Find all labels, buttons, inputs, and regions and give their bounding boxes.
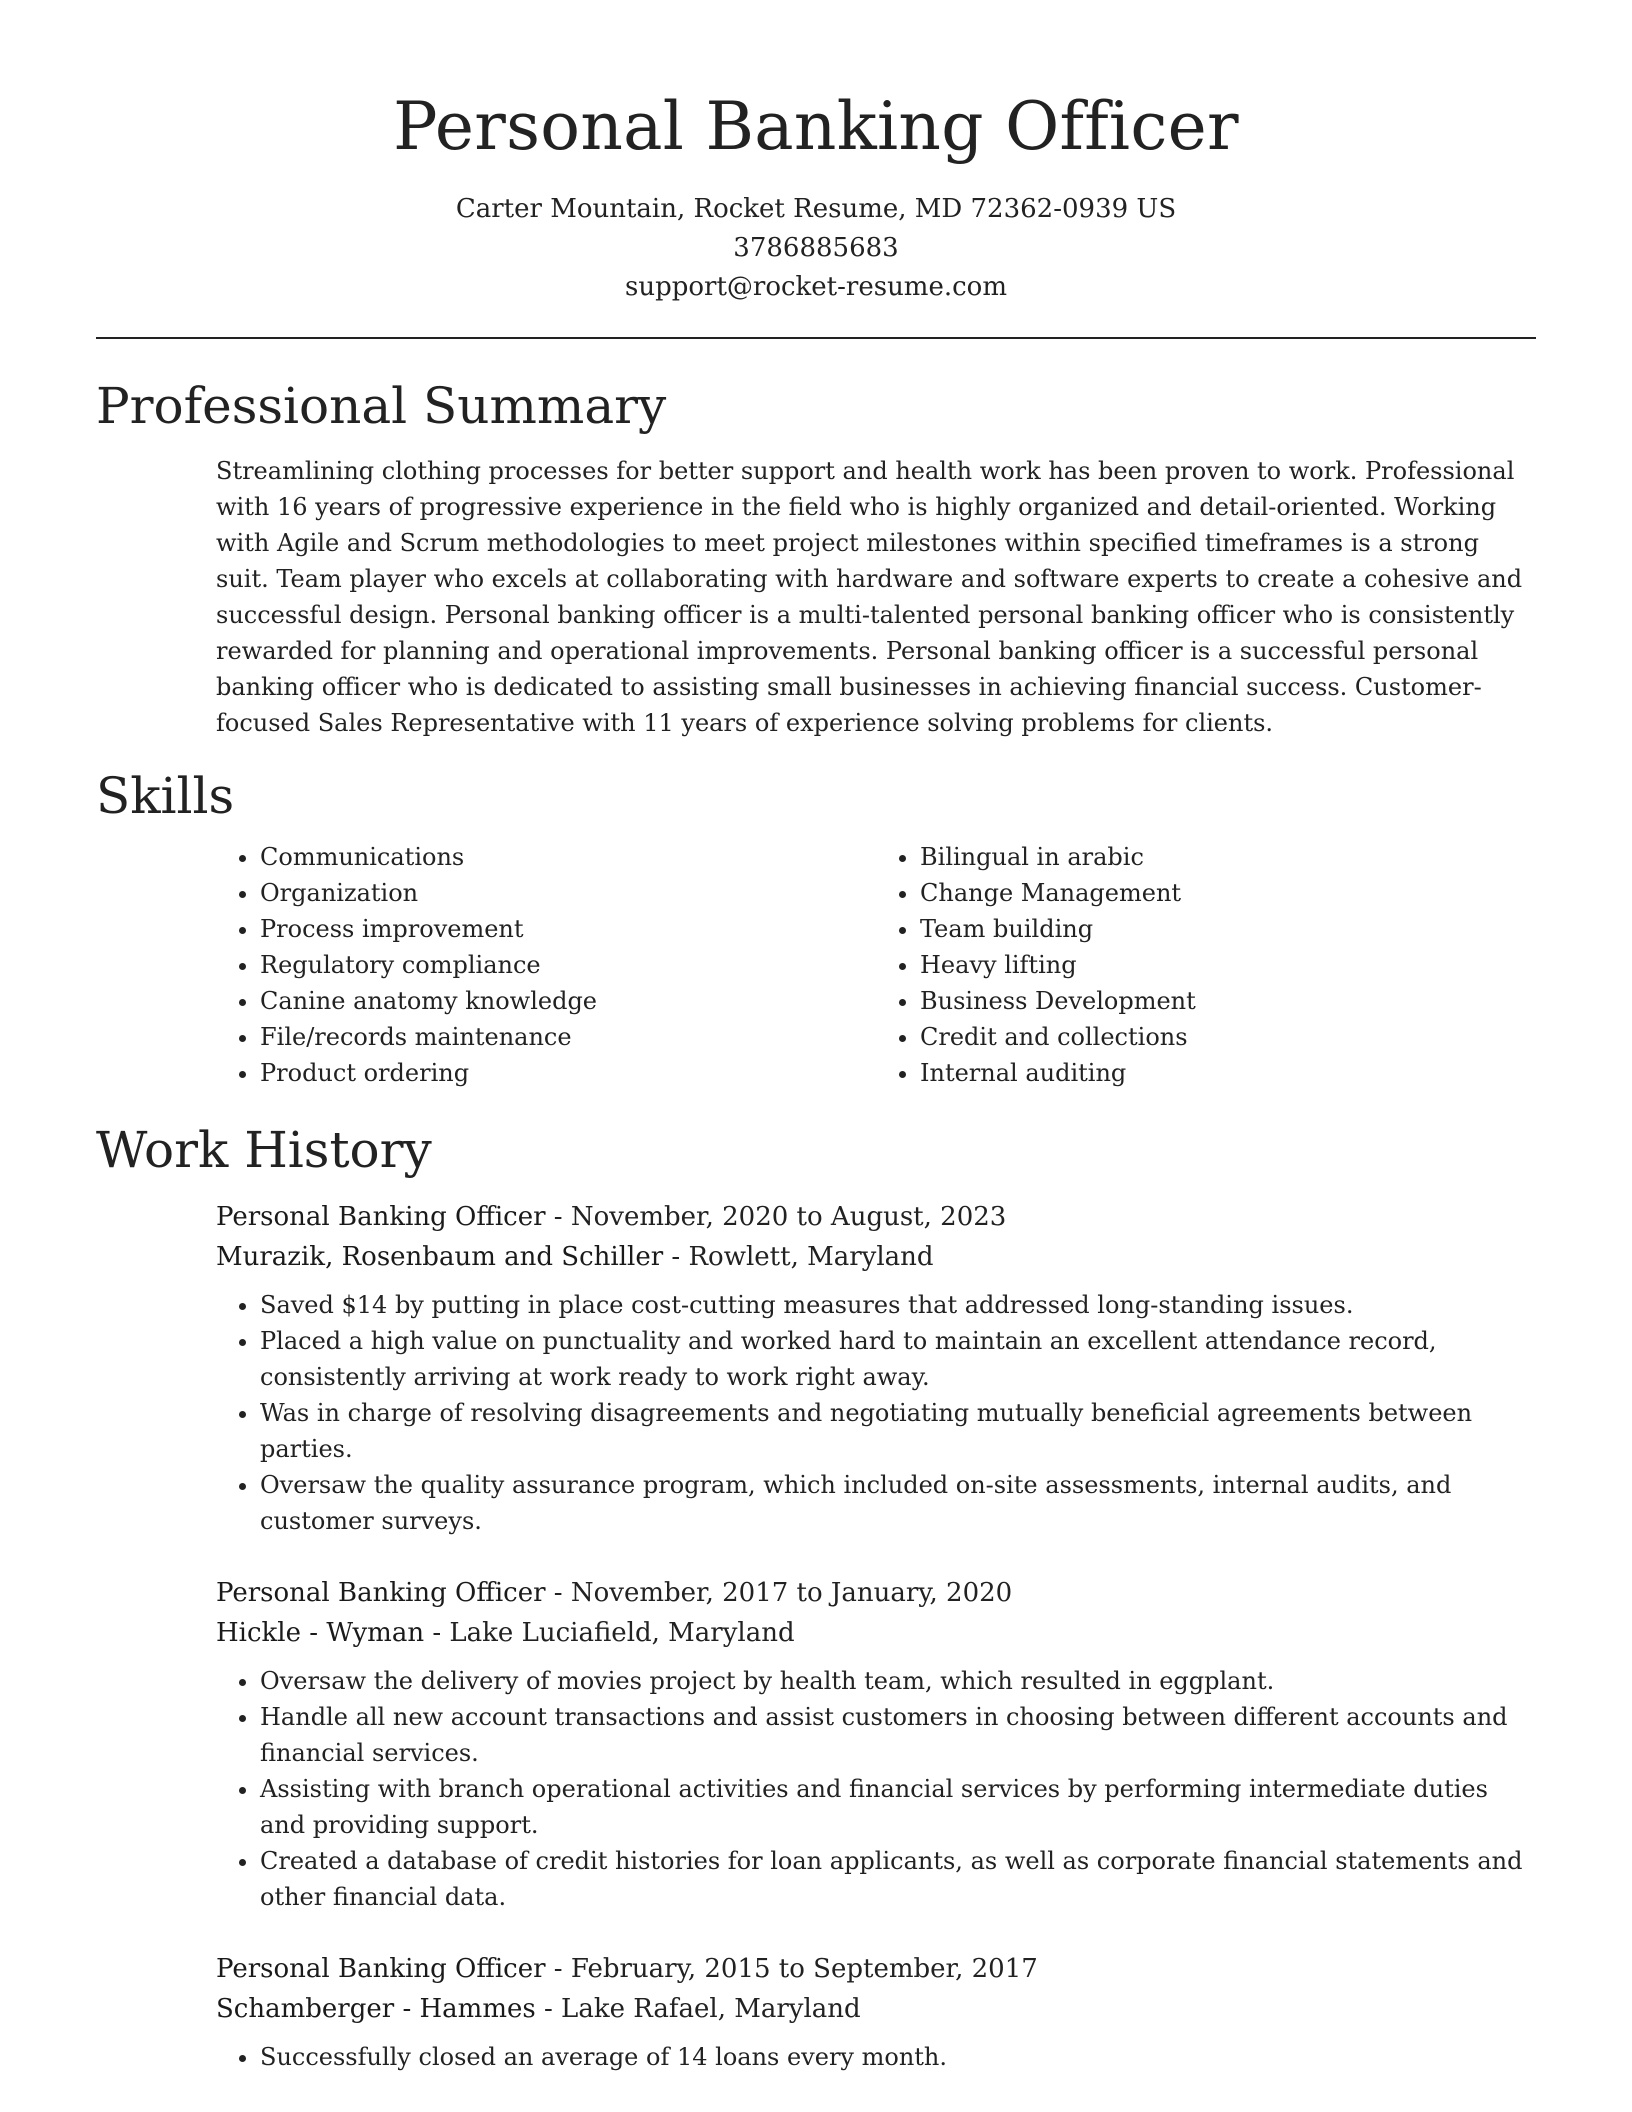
job-bullet: • Created a database of credit histories for loan applicants, as well as corporate financial statements and other financial data. (260, 1843, 1536, 1915)
skill-item: • Team building (920, 911, 1536, 947)
skill-item: • Internal auditing (920, 1055, 1536, 1091)
skill-item: • Change Management (920, 875, 1536, 911)
skill-item: • Communications (260, 839, 876, 875)
job-location: Lake Luciafield, Maryland (449, 1618, 795, 1648)
job-bullet: • Successfully closed an average of 14 loans every month. (260, 2039, 1536, 2075)
job-separator: - (553, 1202, 571, 1232)
job-title-line (216, 1949, 1536, 1989)
skills-list-left (216, 839, 876, 1091)
job-bullet: • Handle all new account transactions and assist customers in choosing between different accounts and financial services. (260, 1699, 1536, 1771)
skill-item: • Regulatory compliance (260, 947, 876, 983)
job-bullet: • Assisting with branch operational activities and financial services by performing intermediate duties and providing support. (260, 1771, 1536, 1843)
work-history-heading: Work History (96, 1121, 432, 1179)
job-dates: February, 2015 to September, 2017 (570, 1954, 1038, 1984)
summary-section (96, 373, 1536, 741)
resume-name: Personal Banking Officer (393, 88, 1239, 165)
job-role: Personal Banking Officer (216, 1578, 546, 1608)
job-title-line (216, 1197, 1536, 1237)
job-bullet: • Saved $14 by putting in place cost-cutting measures that addressed long-standing issues. (260, 1287, 1536, 1323)
job-role: Personal Banking Officer (216, 1954, 546, 1984)
job-company-line (216, 1989, 1536, 2029)
job-bullet-list (216, 1287, 1536, 1539)
skills-heading: Skills (96, 767, 235, 825)
skill-item: • Business Development (920, 983, 1536, 1019)
contact-address: Carter Mountain, Rocket Resume, MD 72362-0939 US (455, 194, 1177, 224)
skill-item: • Bilingual in arabic (920, 839, 1536, 875)
skill-item: • Process improvement (260, 911, 876, 947)
skill-item: • Credit and collections (920, 1019, 1536, 1055)
job-separator: - (543, 1994, 562, 2024)
header-divider (96, 337, 1536, 339)
job-company-line (216, 1613, 1536, 1653)
resume-page (96, 0, 1536, 2112)
skill-item: • Product ordering (260, 1055, 876, 1091)
job-title-line (216, 1573, 1536, 1613)
skill-item: • File/records maintenance (260, 1019, 876, 1055)
job-entry (216, 1197, 1536, 1539)
contact-phone: 3786885683 (733, 233, 899, 263)
job-company-line (216, 1237, 1536, 1277)
work-history-section (96, 1117, 1536, 2075)
job-separator: - (553, 1954, 571, 1984)
skills-section (96, 763, 1536, 1091)
job-dates: November, 2020 to August, 2023 (570, 1202, 1007, 1232)
job-entry (216, 1949, 1536, 2075)
job-separator: - (432, 1618, 450, 1648)
job-company: Schamberger - Hammes (216, 1994, 536, 2024)
job-role: Personal Banking Officer (216, 1202, 546, 1232)
job-separator: - (553, 1578, 571, 1608)
job-bullet-list (216, 2039, 1536, 2075)
job-entry (216, 1573, 1536, 1915)
skills-list-right (876, 839, 1536, 1091)
job-separator: - (671, 1242, 689, 1272)
contact-email: support@rocket-resume.com (624, 272, 1007, 302)
job-bullet: • Placed a high value on punctuality and worked hard to maintain an excellent attendance record, consistently arriving at work ready to work right away. (260, 1323, 1536, 1395)
job-company: Murazik, Rosenbaum and Schiller (216, 1242, 664, 1272)
summary-heading: Professional Summary (96, 377, 667, 435)
contact-info (96, 190, 1536, 307)
skills-grid (216, 839, 1536, 1091)
skill-item: • Organization (260, 875, 876, 911)
job-bullet: • Was in charge of resolving disagreements and negotiating mutually beneficial agreements between parties. (260, 1395, 1536, 1467)
job-bullet: • Oversaw the quality assurance program, which included on-site assessments, internal audits, and customer surveys. (260, 1467, 1536, 1539)
job-location: Rowlett, Maryland (688, 1242, 934, 1272)
job-location: Lake Rafael, Maryland (561, 1994, 861, 2024)
job-bullet: • Oversaw the delivery of movies project by health team, which resulted in eggplant. (260, 1663, 1536, 1699)
skill-item: • Heavy lifting (920, 947, 1536, 983)
skill-item: • Canine anatomy knowledge (260, 983, 876, 1019)
summary-text: Streamlining clothing processes for better support and health work has been proven to work. Professional with 16 years of progressive experience in the field who is highly organized and detail-oriented. Working with Agile and Scrum methodologies to meet project milestones within specified timeframes is a strong suit. Team player who excels at collaborating with hardware and software experts to create a cohesive and successful design. Personal banking officer is a multi-talented personal banking officer who is consistently rewarded for planning and operational improvements. Personal banking officer is a successful personal banking officer who is dedicated to assisting small businesses in achieving financial success. Customer-focused Sales Representative with 11 years of experience solving problems for clients. (216, 457, 1523, 737)
job-dates: November, 2017 to January, 2020 (570, 1578, 1013, 1608)
job-company: Hickle - Wyman (216, 1618, 425, 1648)
job-bullet-list (216, 1663, 1536, 1915)
